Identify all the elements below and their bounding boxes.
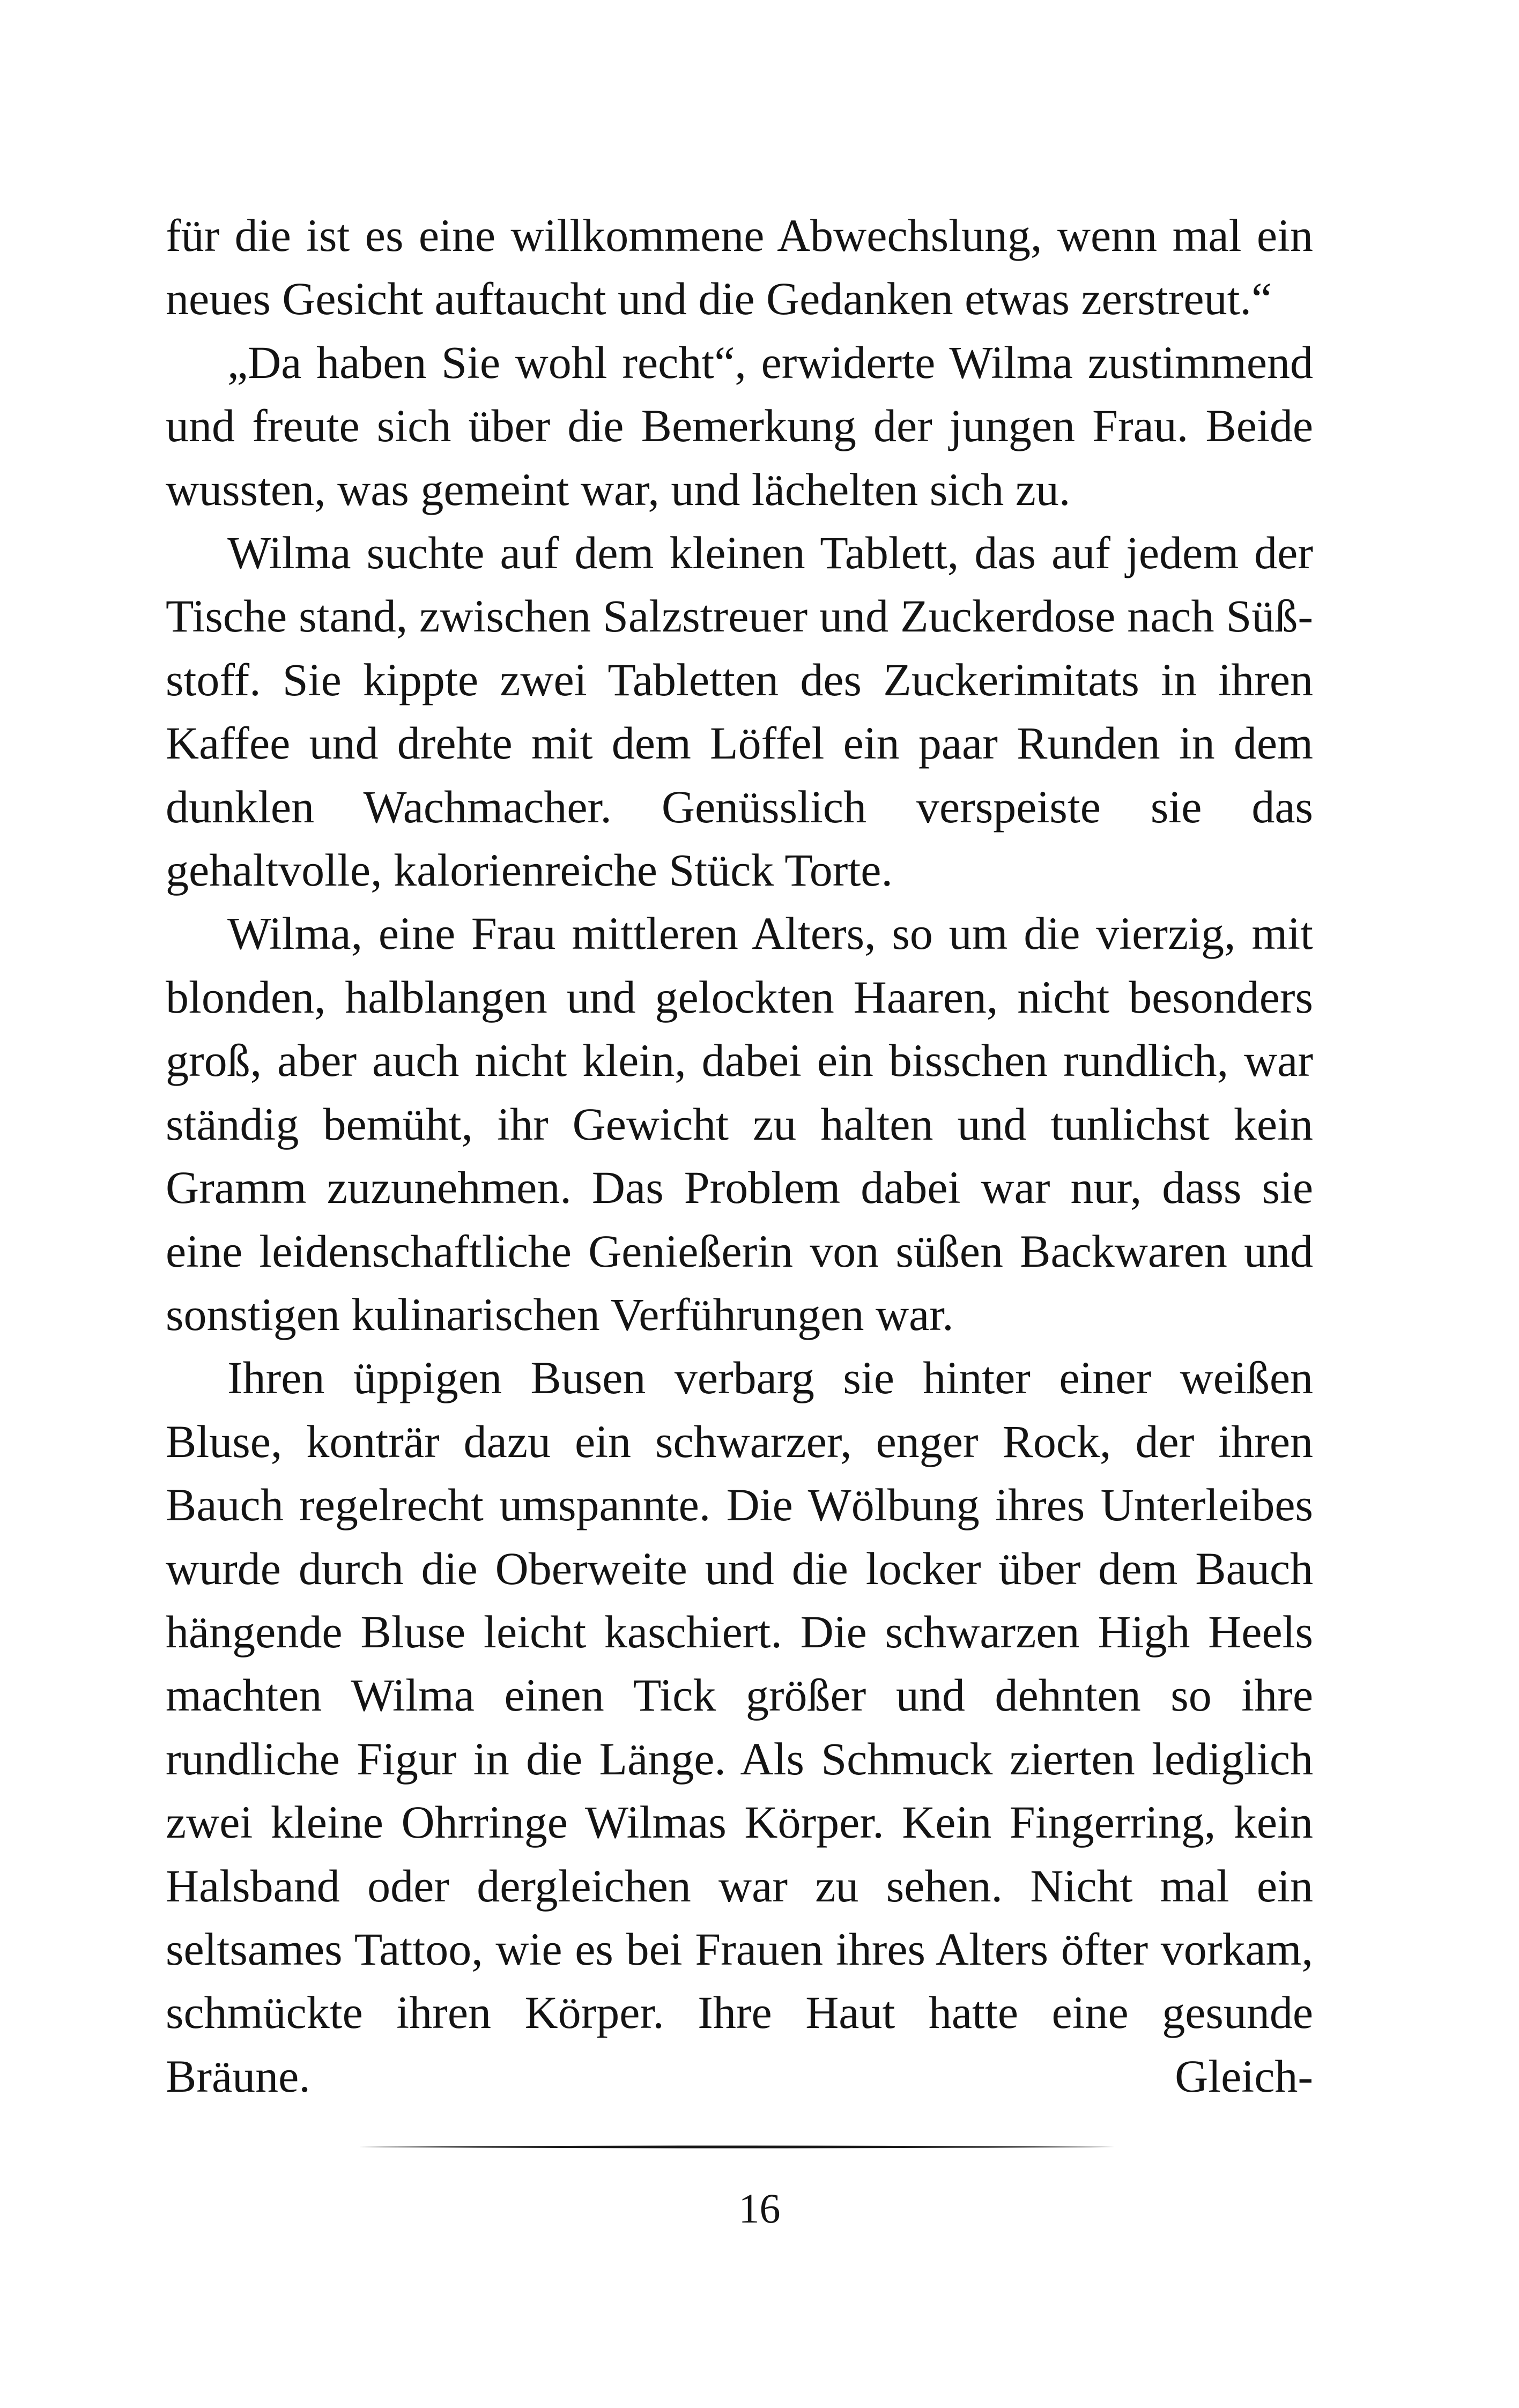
text-line: gende Bluse leicht kaschiert. Die schwarzen High Heels mach <box>166 1606 1313 1721</box>
text-line: groß, aber auch nicht klein, dabei ein bisschen rundlich, war <box>166 1035 1313 1087</box>
text-line: ten Wilma einen Tick größer und dehnten so ihre rundliche <box>166 1669 1313 1785</box>
text-line: konträr dazu ein schwarzer, enger Rock, der ihren Bauch re <box>166 1415 1313 1531</box>
paragraph-4 <box>166 902 1313 1346</box>
text-line: stoff. Sie kippte zwei Tabletten des Zuckerimitats in ihren Kaf <box>166 653 1313 769</box>
text-line: Ihren üppigen Busen verbarg sie hinter einer weißen Bluse, <box>166 1352 1313 1467</box>
text-line: too, wie es bei Frauen ihres Alters öfter vorkam, schmückte <box>166 1923 1314 2039</box>
paragraph-1 <box>166 204 1313 331</box>
text-line: fee und drehte mit dem Löffel ein paar Runden in dem dunk <box>166 717 1313 833</box>
text-line: gelrecht umspannte. Die Wölbung ihres Unterleibes wurde <box>166 1479 1314 1594</box>
text-line: und freute sich über die Bemerkung der jungen Frau. Beide <box>166 400 1313 452</box>
footer-rule-line <box>359 2144 1115 2150</box>
text-line: für die ist es eine willkommene Abwechslung, wenn mal ein <box>166 210 1313 261</box>
text-line: wussten, was gemeint war, und lächelten sich zu. <box>166 463 1071 515</box>
text-line: ständig bemüht, ihr Gewicht zu halten und tunlichst kein <box>166 1098 1313 1150</box>
text-line: Gramm zuzunehmen. Das Problem dabei war nur, dass sie <box>166 1162 1313 1214</box>
text-line: Figur in die Länge. Als Schmuck zierten lediglich zwei kleine <box>166 1733 1313 1848</box>
paragraph-5 <box>166 1346 1313 2108</box>
text-line: eine leidenschaftliche Genießerin von süßen Backwaren und <box>166 1225 1313 1277</box>
text-line: durch die Oberweite und die locker über dem Bauch hän <box>166 1542 1313 1658</box>
text-line: Wilma, eine Frau mittleren Alters, so um die vierzig, mit <box>227 908 1313 960</box>
text-line: Wilma suchte auf dem kleinen Tablett, das auf jedem der <box>227 527 1313 579</box>
text-line: ihren Körper. Ihre Haut hatte eine gesunde Bräune. Gleich- <box>166 1987 1314 2102</box>
text-line: len Wachmacher. Genüsslich verspeiste sie das gehaltvolle, <box>166 781 1313 896</box>
text-line: „Da haben Sie wohl recht“, erwiderte Wilma zustimmend <box>227 336 1313 388</box>
page-number: 16 <box>738 2185 781 2232</box>
footer-rule <box>359 2144 1115 2150</box>
text-line: Ohrringe Wilmas Körper. Kein Fingerring, kein Halsband <box>166 1796 1313 1912</box>
text-line: sonstigen kulinarischen Verführungen war. <box>166 1288 954 1340</box>
text-line: neues Gesicht auftaucht und die Gedanken etwas zerstreut.“ <box>166 273 1272 325</box>
text-line: kalorienreiche Stück Torte. <box>394 844 893 896</box>
body-text <box>166 204 1313 2108</box>
text-line: Tische stand, zwischen Salzstreuer und Zuckerdose nach Süß <box>166 590 1313 642</box>
text-line: blonden, halblangen und gelockten Haaren, nicht besonders <box>166 971 1313 1023</box>
paragraph-3 <box>166 521 1313 902</box>
text-line: oder dergleichen war zu sehen. Nicht mal ein seltsames Tat <box>166 1860 1313 1975</box>
paragraph-2 <box>166 331 1313 521</box>
